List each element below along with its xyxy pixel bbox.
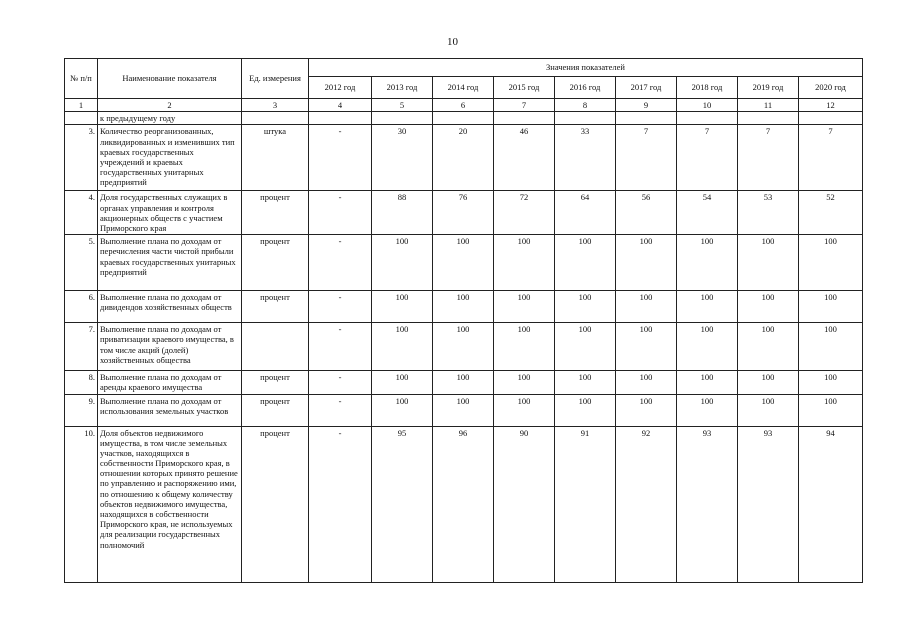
- value-cell: 92: [616, 426, 677, 582]
- unit-cell: процент: [242, 426, 309, 582]
- header-year: 2013 год: [372, 77, 433, 99]
- continuation-text: к предыдущему году: [98, 112, 242, 125]
- value-cell: 100: [494, 394, 555, 426]
- unit-cell: [242, 323, 309, 371]
- table-cell: [799, 112, 863, 125]
- unit-cell: штука: [242, 125, 309, 191]
- value-cell: 100: [677, 291, 738, 323]
- table-cell: [677, 112, 738, 125]
- value-cell: 100: [555, 323, 616, 371]
- row-number: 5.: [65, 235, 98, 291]
- unit-cell: процент: [242, 394, 309, 426]
- value-cell: 96: [433, 426, 494, 582]
- value-cell: 100: [555, 291, 616, 323]
- value-cell: 30: [372, 125, 433, 191]
- value-cell: 90: [494, 426, 555, 582]
- header-year: 2014 год: [433, 77, 494, 99]
- indicators-table: [64, 58, 863, 583]
- value-cell: 100: [677, 235, 738, 291]
- row-number: 10.: [65, 426, 98, 582]
- value-cell: 93: [677, 426, 738, 582]
- value-cell: 100: [433, 371, 494, 394]
- table-cell: [738, 112, 799, 125]
- value-cell: 100: [738, 235, 799, 291]
- value-cell: 100: [799, 371, 863, 394]
- value-cell: 20: [433, 125, 494, 191]
- value-cell: 56: [616, 191, 677, 235]
- table-cell: [494, 112, 555, 125]
- table-row: [65, 291, 863, 323]
- unit-cell: процент: [242, 191, 309, 235]
- value-cell: 93: [738, 426, 799, 582]
- value-cell: 7: [616, 125, 677, 191]
- continuation-row: [65, 112, 863, 125]
- value-cell: 100: [677, 394, 738, 426]
- header-year: 2020 год: [799, 77, 863, 99]
- header-unit: Ед. измерения: [242, 59, 309, 99]
- indicator-name: Выполнение плана по доходам от перечисления части чистой прибыли краевых государственных унитарных предприятий: [98, 235, 242, 291]
- value-cell: 100: [433, 323, 494, 371]
- value-cell: 100: [616, 323, 677, 371]
- row-number: 6.: [65, 291, 98, 323]
- indicator-name: Количество реорганизованных, ликвидированных и изменивших тип краевых государственных учреждений и краевых государственных унитарных предприятий: [98, 125, 242, 191]
- value-cell: 100: [372, 291, 433, 323]
- column-index: 8: [555, 99, 616, 112]
- column-index: 2: [98, 99, 242, 112]
- value-cell: 94: [799, 426, 863, 582]
- table-row: [65, 394, 863, 426]
- table-cell: [433, 112, 494, 125]
- value-cell: 100: [494, 235, 555, 291]
- value-cell: 7: [677, 125, 738, 191]
- value-cell: 100: [677, 371, 738, 394]
- column-index: 5: [372, 99, 433, 112]
- row-number: 4.: [65, 191, 98, 235]
- value-cell: 100: [433, 394, 494, 426]
- header-year: 2018 год: [677, 77, 738, 99]
- row-number: 7.: [65, 323, 98, 371]
- table-row: [65, 371, 863, 394]
- column-index: 6: [433, 99, 494, 112]
- row-number: 3.: [65, 125, 98, 191]
- value-cell: 100: [738, 371, 799, 394]
- value-cell: 7: [799, 125, 863, 191]
- value-cell: 46: [494, 125, 555, 191]
- value-cell: 100: [616, 394, 677, 426]
- value-cell: -: [309, 191, 372, 235]
- value-cell: 100: [555, 371, 616, 394]
- header-year: 2019 год: [738, 77, 799, 99]
- unit-cell: процент: [242, 235, 309, 291]
- value-cell: 54: [677, 191, 738, 235]
- column-index: 9: [616, 99, 677, 112]
- value-cell: 100: [799, 291, 863, 323]
- indicator-name: Выполнение плана по доходам от аренды краевого имущества: [98, 371, 242, 394]
- value-cell: 100: [433, 291, 494, 323]
- table-row: [65, 323, 863, 371]
- value-cell: 91: [555, 426, 616, 582]
- value-cell: 7: [738, 125, 799, 191]
- header-year: 2016 год: [555, 77, 616, 99]
- value-cell: 33: [555, 125, 616, 191]
- value-cell: 100: [738, 394, 799, 426]
- value-cell: 100: [494, 371, 555, 394]
- table-cell: [616, 112, 677, 125]
- value-cell: 100: [738, 323, 799, 371]
- column-index: 4: [309, 99, 372, 112]
- header-name: Наименование показателя: [98, 59, 242, 99]
- header-year: 2012 год: [309, 77, 372, 99]
- value-cell: 100: [494, 291, 555, 323]
- table-row: [65, 125, 863, 191]
- value-cell: 95: [372, 426, 433, 582]
- table-row: [65, 235, 863, 291]
- value-cell: 100: [372, 394, 433, 426]
- value-cell: 100: [799, 323, 863, 371]
- indicator-name: Выполнение плана по доходам от дивидендов хозяйственных обществ: [98, 291, 242, 323]
- indicator-name: Выполнение плана по доходам от использования земельных участков: [98, 394, 242, 426]
- value-cell: -: [309, 394, 372, 426]
- value-cell: 100: [555, 394, 616, 426]
- column-index: 12: [799, 99, 863, 112]
- value-cell: -: [309, 125, 372, 191]
- table-cell: [372, 112, 433, 125]
- table-cell: [309, 112, 372, 125]
- column-index: 3: [242, 99, 309, 112]
- value-cell: 100: [555, 235, 616, 291]
- value-cell: -: [309, 323, 372, 371]
- column-index-row: [65, 99, 863, 112]
- header-year: 2015 год: [494, 77, 555, 99]
- value-cell: 100: [616, 235, 677, 291]
- page-number: 10: [447, 36, 458, 48]
- row-number: 8.: [65, 371, 98, 394]
- value-cell: 100: [799, 394, 863, 426]
- value-cell: 52: [799, 191, 863, 235]
- table-row: [65, 191, 863, 235]
- table-cell: [65, 112, 98, 125]
- value-cell: 76: [433, 191, 494, 235]
- value-cell: 64: [555, 191, 616, 235]
- indicator-name: Выполнение плана по доходам от приватизации краевого имущества, в том числе акций (долей) хозяйственных общества: [98, 323, 242, 371]
- value-cell: 100: [738, 291, 799, 323]
- value-cell: 100: [799, 235, 863, 291]
- value-cell: 53: [738, 191, 799, 235]
- unit-cell: процент: [242, 291, 309, 323]
- unit-cell: процент: [242, 371, 309, 394]
- header-year: 2017 год: [616, 77, 677, 99]
- value-cell: 100: [494, 323, 555, 371]
- value-cell: -: [309, 235, 372, 291]
- value-cell: -: [309, 371, 372, 394]
- value-cell: 100: [677, 323, 738, 371]
- column-index: 11: [738, 99, 799, 112]
- row-number: 9.: [65, 394, 98, 426]
- value-cell: 100: [433, 235, 494, 291]
- indicator-name: Доля объектов недвижимого имущества, в том числе земельных участков, находящихся в собственности Приморского края, в отношении которых принято решение по управлению и распоряжению ими, по отношению к общему количеству объектов недвижимого имущества, находящихся в собственности Приморского края, не используемых для реализации государственных полномочий: [98, 426, 242, 582]
- value-cell: 100: [616, 291, 677, 323]
- value-cell: 100: [372, 235, 433, 291]
- value-cell: 88: [372, 191, 433, 235]
- column-index: 7: [494, 99, 555, 112]
- column-index: 1: [65, 99, 98, 112]
- value-cell: 72: [494, 191, 555, 235]
- header-num: № п/п: [65, 59, 98, 99]
- indicator-name: Доля государственных служащих в органах управления и контроля акционерных обществ с участием Приморского края: [98, 191, 242, 235]
- header-values-group: Значения показателей: [309, 59, 863, 77]
- table-cell: [242, 112, 309, 125]
- value-cell: 100: [372, 323, 433, 371]
- value-cell: 100: [616, 371, 677, 394]
- value-cell: 100: [372, 371, 433, 394]
- value-cell: -: [309, 426, 372, 582]
- column-index: 10: [677, 99, 738, 112]
- table-row: [65, 426, 863, 582]
- value-cell: -: [309, 291, 372, 323]
- table-cell: [555, 112, 616, 125]
